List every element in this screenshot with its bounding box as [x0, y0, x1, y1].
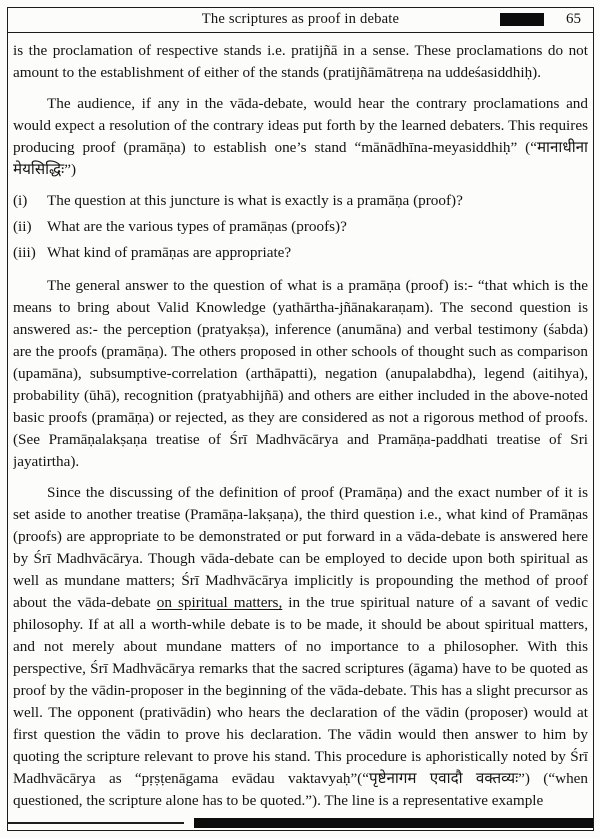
question-text-1: The question at this juncture is what is exactly is a pramāṇa (proof)? — [47, 192, 463, 209]
paragraph-continuation: is the proclamation of respective stands i.e. pratijñā in a sense. These proclamations do not amount to the establishment of either of the stands (pratijñāmātreṇa na uddeśasiddhiḥ). — [13, 42, 588, 81]
paragraph-conclusion-after: in the true spiritual nature of a savant of vedic philosophy. If at all a worth-while debate is to be made, it should be about spiritual matters, and not merely about mundane matters of no importance to a philosopher. With this perspective, Śrī Madhvācārya remarks that the sacred scriptures (āgama) have to be quoted as proof by the vādin-proposer in the beginning of the vāda-debate. This has a slight precursor as well. The opponent (prativādin) who hears the declaration of the vādin (proposer) would at first question the vādin to prove his declaration. The vādin would then answer to him by quoting the scripture relevant to prove his stand. This procedure is aphoristically noted by Śrī Madhvācārya as “pṛṣṭenāgama evādau vaktavyaḥ”(“पृष्टेनागम एवादौ वक्तव्यः”) (“when questioned, the scripture alone has to be quoted.”). The line is a representative example — [13, 594, 588, 809]
question-text-2: What are the various types of pramāṇas (proofs)? — [47, 218, 347, 235]
footer-rule — [8, 822, 184, 824]
question-marker-2: (ii) — [13, 218, 32, 235]
question-item-3 — [13, 242, 588, 264]
question-list — [13, 190, 588, 264]
page-number: 65 — [566, 11, 581, 27]
question-text-3: What kind of pramāṇas are appropriate? — [47, 244, 292, 261]
paragraph-conclusion-before: Since the discussing of the definition of proof (Pramāṇa) and the exact number of it is set aside to another treatise (Pramāṇa-lakṣaṇa), the third question i.e., what kind of Pramāṇas (proofs) are appropriate to be demonstrated or put forward in a vāda-debate is answered here by Śrī Madhvācārya. Though vāda-debate can be employed to decide upon both spiritual as well as mundane matters; Śrī Madhvācārya implicitly is propounding the method of proof about the vāda-debate — [13, 484, 588, 611]
header-black-tab — [500, 13, 544, 26]
page-body — [13, 40, 588, 814]
underlined-phrase: on spiritual matters, — [156, 594, 283, 611]
paragraph-audience: The audience, if any in the vāda-debate, would hear the contrary proclamations and would expect a resolution of the contrary ideas put forth by the learned debaters. This requires producing proof (pramāṇa) to establish one’s stand “mānādhīna-meyasiddhiḥ” (“मानाधीना मेयसिद्धिः”) — [13, 95, 588, 178]
question-item-1 — [13, 190, 588, 212]
page-footer — [7, 817, 594, 829]
running-header-title: The scriptures as proof in debate — [201, 11, 400, 27]
paragraph-general-answer: The general answer to the question of what is a pramāṇa (proof) is:- “that which is the means to bring about Valid Knowledge (yathārtha-jñānakaraṇam). The second question is answered as:- the perception (pratyakṣa), inference (anumāna) and verbal testimony (śabda) are the proofs (pramāṇa). The others proposed in other schools of thought such as comparison (upamāna), subsumptive-correlation (arthāpatti), negation (anupalabdha), legend (aitihya), probability (ūhā), recognition (pratyabhijñā) and others are either included in the above-noted basic proofs (pramāṇa) or rejected, as they are considered as not a rigorous method of proofs. (See Pramāṇalakṣaṇa treatise of Śrī Madhvācārya and Pramāṇa-paddhati treatise of Sri jayatirtha). — [13, 277, 588, 470]
page-header — [7, 7, 594, 33]
footer-black-bar — [194, 818, 593, 828]
question-item-2 — [13, 216, 588, 238]
question-marker-3: (iii) — [13, 244, 36, 261]
question-marker-1: (i) — [13, 192, 28, 209]
paragraph-conclusion — [13, 482, 588, 812]
